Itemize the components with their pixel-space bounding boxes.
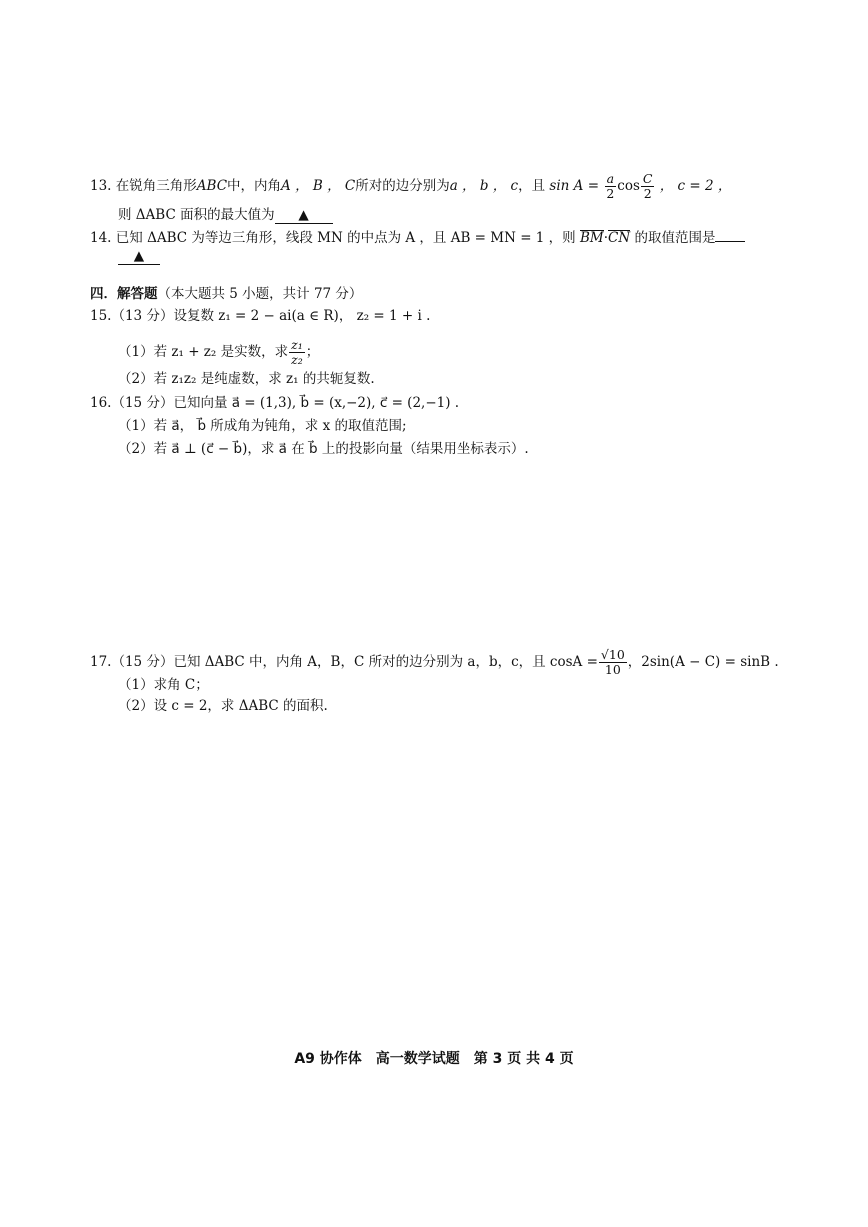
- q13-number: 13.: [90, 178, 112, 194]
- q13-text-d: ，且: [518, 178, 546, 194]
- q17-head-text-b: ，2sin(A − C) = sinB .: [627, 654, 779, 670]
- q16-head-text: 16.（15 分）已知向量 a⃗ = (1,3), b⃗ = (x,−2), c⃗ = (2,−1) .: [90, 395, 460, 411]
- q15-head-text: 15.（13 分）设复数 z₁ = 2 − ai(a ∈ R)， z₂ = 1 + i .: [90, 308, 431, 324]
- q13-ask: 则 ΔABC 面积的最大值为: [118, 207, 275, 223]
- question-13-line1: [90, 172, 731, 201]
- q13-text-c: 所对的边分别为: [355, 178, 450, 194]
- q14-blank-start: [715, 241, 745, 242]
- question-13-line2: [118, 205, 333, 225]
- question-14-line2: [118, 246, 160, 266]
- q14-answer-blank: [118, 248, 160, 265]
- q17-p1-text: （1）求角 C；: [118, 677, 209, 693]
- q15-p1-end: ；: [305, 344, 320, 360]
- q17-fraction: $\frac{√10}{10}$: [600, 647, 625, 677]
- q16-p1-text: （1）若 a⃗， b⃗ 所成角为钝角，求 x 的取值范围;: [118, 418, 407, 434]
- q13-fraction-c-over-2: $\frac{C}{2}$: [642, 171, 653, 201]
- question-15-part1: [118, 338, 319, 367]
- q13-condition: ， c = 2 ，: [659, 178, 732, 194]
- section-4-heading: [90, 284, 362, 304]
- question-17-part1: [118, 675, 209, 695]
- q13-fraction-a-over-2: $\frac{a}{2}$: [606, 171, 615, 201]
- q13-triangle: ABC: [196, 178, 228, 194]
- q15-p1-text: （1）若 z₁ + z₂ 是实数，求: [118, 344, 289, 360]
- question-14-line1: [90, 228, 745, 248]
- question-16-part1: [118, 416, 407, 436]
- q14-text: 已知 ΔABC 为等边三角形，线段 MN 的中点为 A ，且 AB = MN = 1 ，则: [115, 230, 576, 246]
- q15-p2-text: （2）若 z₁z₂ 是纯虚数，求 z₁ 的共轭复数.: [118, 371, 375, 387]
- q13-angles: A ， B ， C: [281, 178, 356, 194]
- q14-text-b: 的取值范围是: [634, 230, 716, 246]
- q16-p2-text: （2）若 a⃗ ⊥ (c⃗ − b⃗)，求 a⃗ 在 b⃗ 上的投影向量（结果用坐标表示）.: [118, 441, 529, 457]
- question-17-head: [90, 648, 779, 677]
- q13-cos: cos: [617, 178, 640, 194]
- q17-p2-text: （2）设 c = 2，求 ΔABC 的面积.: [118, 698, 328, 714]
- section-4-title: 四．解答题: [90, 286, 158, 302]
- q13-sides: a ， b ， c: [449, 178, 519, 194]
- question-15-head: [90, 306, 430, 326]
- q14-number: 14.: [90, 230, 112, 246]
- q13-text-b: 中，内角: [227, 178, 282, 194]
- section-4-note: （本大题共 5 小题，共计 77 分）: [157, 286, 363, 302]
- page-footer: A9 协作体 高一数学试题 第 3 页 共 4 页: [294, 1051, 574, 1067]
- q13-answer-blank: [275, 207, 333, 224]
- q14-vector-cn: CN: [608, 230, 631, 246]
- question-16-head: [90, 393, 459, 413]
- question-16-part2: [118, 439, 529, 459]
- q15-fraction: $\frac{\text{z₁}}{\text{z₂}}$: [291, 337, 303, 367]
- question-17-part2: [118, 696, 328, 716]
- q14-dot: ·: [603, 230, 609, 246]
- q13-lhs: sin A =: [549, 178, 600, 194]
- q13-blank-mark: ▲: [298, 207, 309, 223]
- q13-text: 在锐角三角形: [115, 178, 197, 194]
- q17-head-text: 17.（15 分）已知 ΔABC 中，内角 A，B，C 所对的边分别为 a，b，c，且 cosA =: [90, 654, 598, 670]
- question-15-part2: [118, 369, 375, 389]
- q14-vector-bm: BM: [579, 230, 604, 246]
- q14-blank-mark: ▲: [133, 248, 145, 264]
